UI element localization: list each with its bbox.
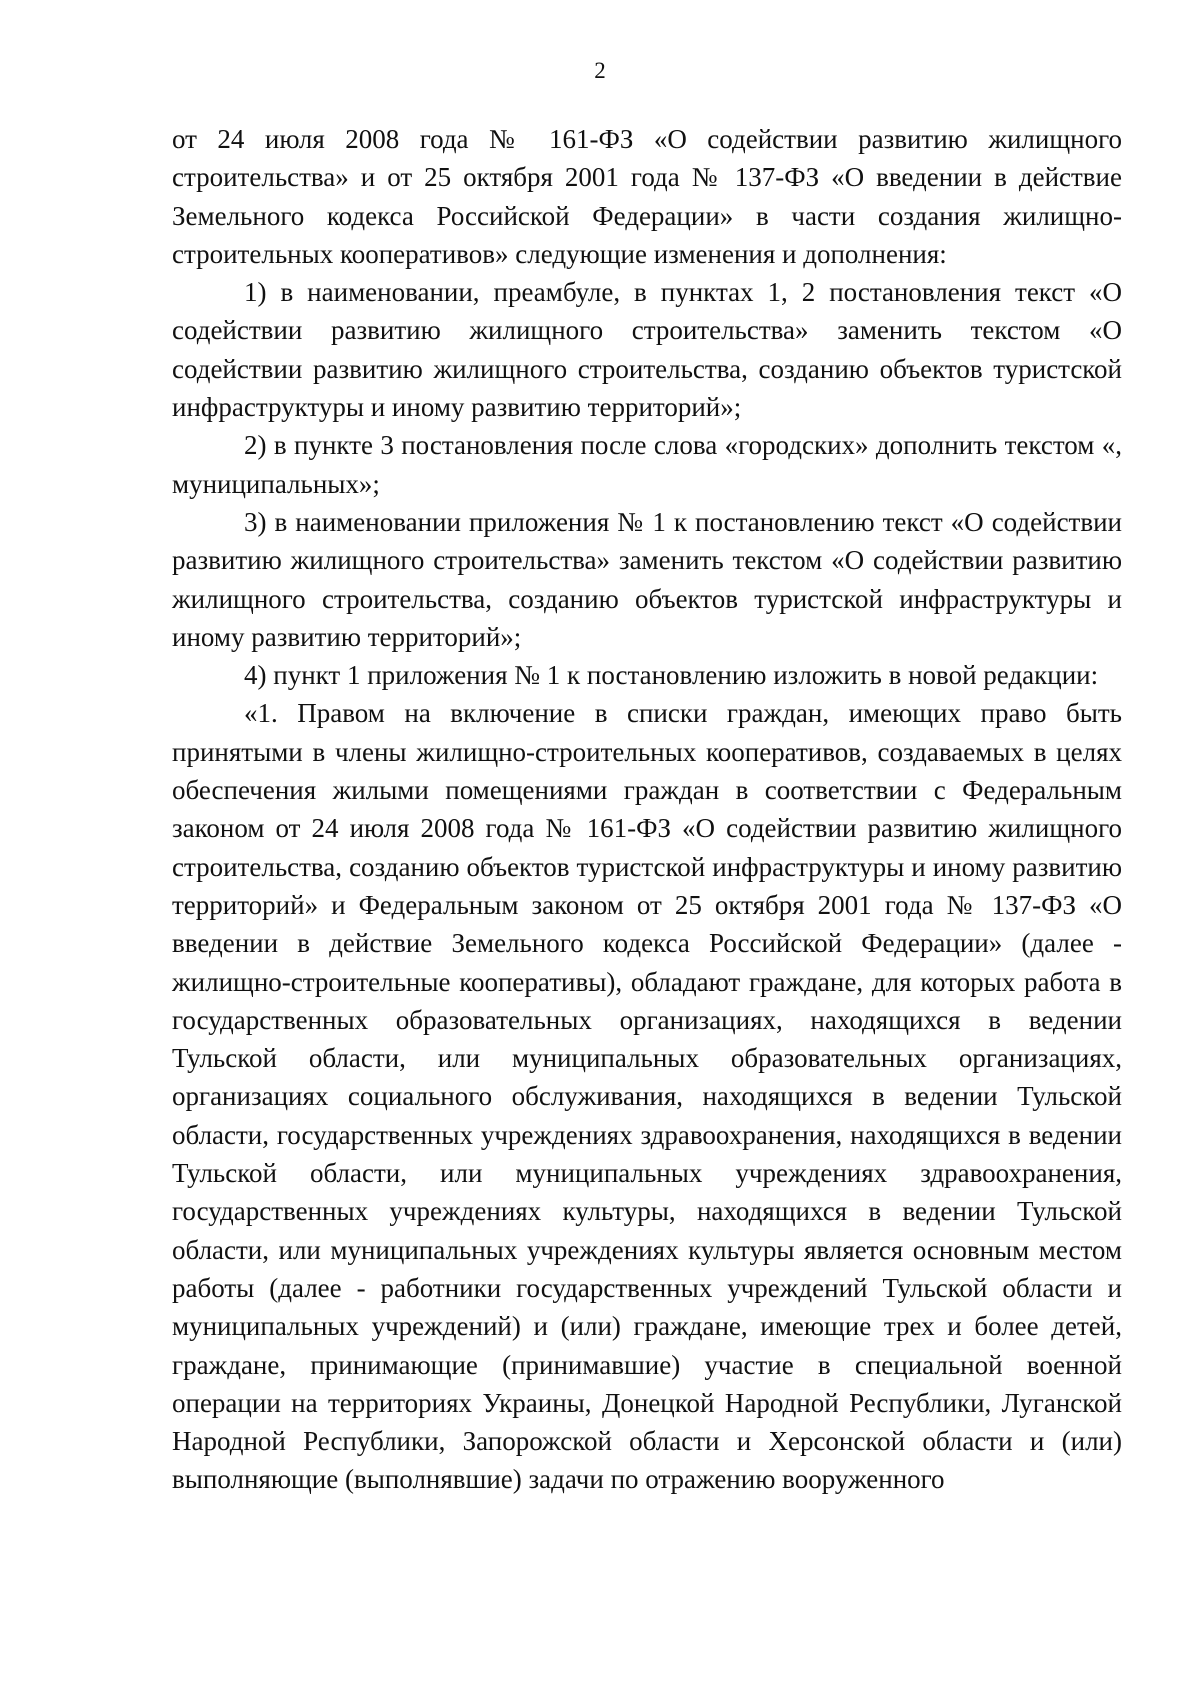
paragraph-continuation: от 24 июля 2008 года № 161-ФЗ «О содействии развитию жилищного строительства» и от 25 октября 2001 года № 137-ФЗ «О введении в действие Земельного кодекса Российской Федерации» в части создания жилищно-строительных кооперативов» следующие изменения и дополнения: [172, 124, 1122, 269]
paragraph-item-2: 2) в пункте 3 постановления после слова «городских» дополнить текстом «, муниципальных»; [172, 430, 1122, 499]
page-number: 2 [594, 58, 606, 83]
paragraph-new-edition: «1. Правом на включение в списки граждан, имеющих право быть принятыми в члены жилищно-строительных кооперативов, создаваемых в целях обеспечения жилыми помещениями граждан в соответствии с Федеральным законом от 24 июля 2008 года № 161-ФЗ «О содействии развитию жилищного строительства, созданию объектов туристской инфраструктуры и иному развитию территорий» и Федеральным законом от 25 октября 2001 года № 137-ФЗ «О введении в действие Земельного кодекса Российской Федерации» (далее - жилищно-строительные кооперативы), обладают граждане, для которых работа в государственных образовательных организациях, находящихся в ведении Тульской области, или муниципальных образовательных организациях, организациях социального обслуживания, находящихся в ведении Тульской области, государственных учреждениях здравоохранения, находящихся в ведении Тульской области, или муниципальных учреждениях здравоохранения, государственных учреждениях культуры, находящихся в ведении Тульской области, или муниципальных учреждениях культуры является основным местом работы (далее - работники государственных учреждений Тульской области и муниципальных учреждений) и (или) граждане, имеющие трех и более детей, граждане, принимающие (принимавшие) участие в специальной военной операции на территориях Украины, Донецкой Народной Республики, Луганской Народной Республики, Запорожской области и Херсонской области и (или) выполняющие (выполнявшие) задачи по отражению вооруженного [172, 698, 1122, 1495]
paragraph-item-1: 1) в наименовании, преамбуле, в пунктах 1, 2 постановления текст «О содействии развитию жилищного строительства» заменить текстом «О содействии развитию жилищного строительства, созданию объектов туристской инфраструктуры и иному развитию территорий»; [172, 277, 1122, 423]
paragraph-item-4: 4) пункт 1 приложения № 1 к постановлению изложить в новой редакции: [244, 660, 1099, 691]
paragraph-item-3: 3) в наименовании приложения № 1 к постановлению текст «О содействии развитию жилищного строительства» заменить текстом «О содействии развитию жилищного строительства, созданию объектов туристской инфраструктуры и иному развитию территорий»; [172, 506, 1122, 652]
document-body [172, 120, 1122, 1499]
